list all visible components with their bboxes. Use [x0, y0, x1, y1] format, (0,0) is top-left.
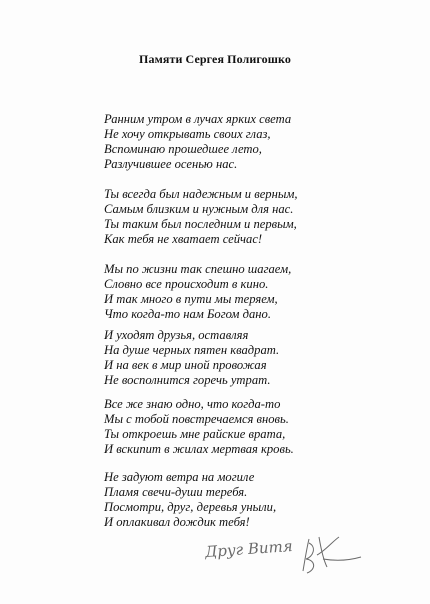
stanza-line: И уходят друзья, оставляя [104, 328, 249, 342]
stanza-line: Посмотри, друг, деревья уныли, [104, 500, 277, 514]
stanza-line: Мы по жизни так спешно шагаем, [104, 262, 292, 276]
stanza-line: Ты всегда был надежным и верным, [104, 187, 298, 201]
stanza-line: Пламя свечи-души теребя. [104, 485, 248, 499]
stanza-line: Не хочу открывать своих глаз, [104, 127, 271, 141]
stanza-line: На душе черных пятен квадрат. [104, 343, 280, 357]
stanza-line: Словно все происходит в кино. [104, 277, 269, 291]
stanza-line: Ты откроешь мне райские врата, [104, 427, 286, 441]
poem-title: Памяти Сергея Полигошко [139, 52, 291, 66]
stanza-line: Не задуют ветра на могиле [104, 470, 255, 484]
stanza-1 [104, 112, 291, 172]
stanza-line: Мы с тобой повстречаемся вновь. [104, 412, 289, 426]
stanza-line: Что когда-то нам Богом дано. [104, 307, 271, 321]
stanza-5 [104, 397, 294, 457]
stanza-line: И вскипит в жилах мертвая кровь. [104, 442, 294, 456]
stanza-line: И оплакивал дождик тебя! [104, 515, 250, 529]
handwritten-signature [205, 533, 365, 579]
stanza-line: Вспоминаю прошедшее лето, [104, 142, 262, 156]
stanza-line: И так много в пути мы теряем, [104, 292, 278, 306]
stanza-3 [104, 262, 291, 322]
stanza-line: Разлучившее осенью нас. [104, 157, 238, 171]
stanza-line: Как тебя не хватает сейчас! [104, 232, 263, 246]
stanza-line: Ранним утром в лучах ярких света [104, 112, 292, 126]
stanza-2 [104, 187, 298, 247]
stanza-line: Все же знаю одно, что когда-то [104, 397, 281, 411]
signature-text: Друг Витя [204, 536, 294, 562]
stanza-line: Самым близким и нужным для нас. [104, 202, 294, 216]
stanza-6 [104, 470, 276, 530]
stanza-line: Не восполнится горечь утрат. [104, 373, 271, 387]
stanza-line: Ты таким был последним и первым, [104, 217, 297, 231]
stanza-line: И на век в мир иной провожая [104, 358, 267, 372]
stanza-4 [104, 328, 279, 388]
